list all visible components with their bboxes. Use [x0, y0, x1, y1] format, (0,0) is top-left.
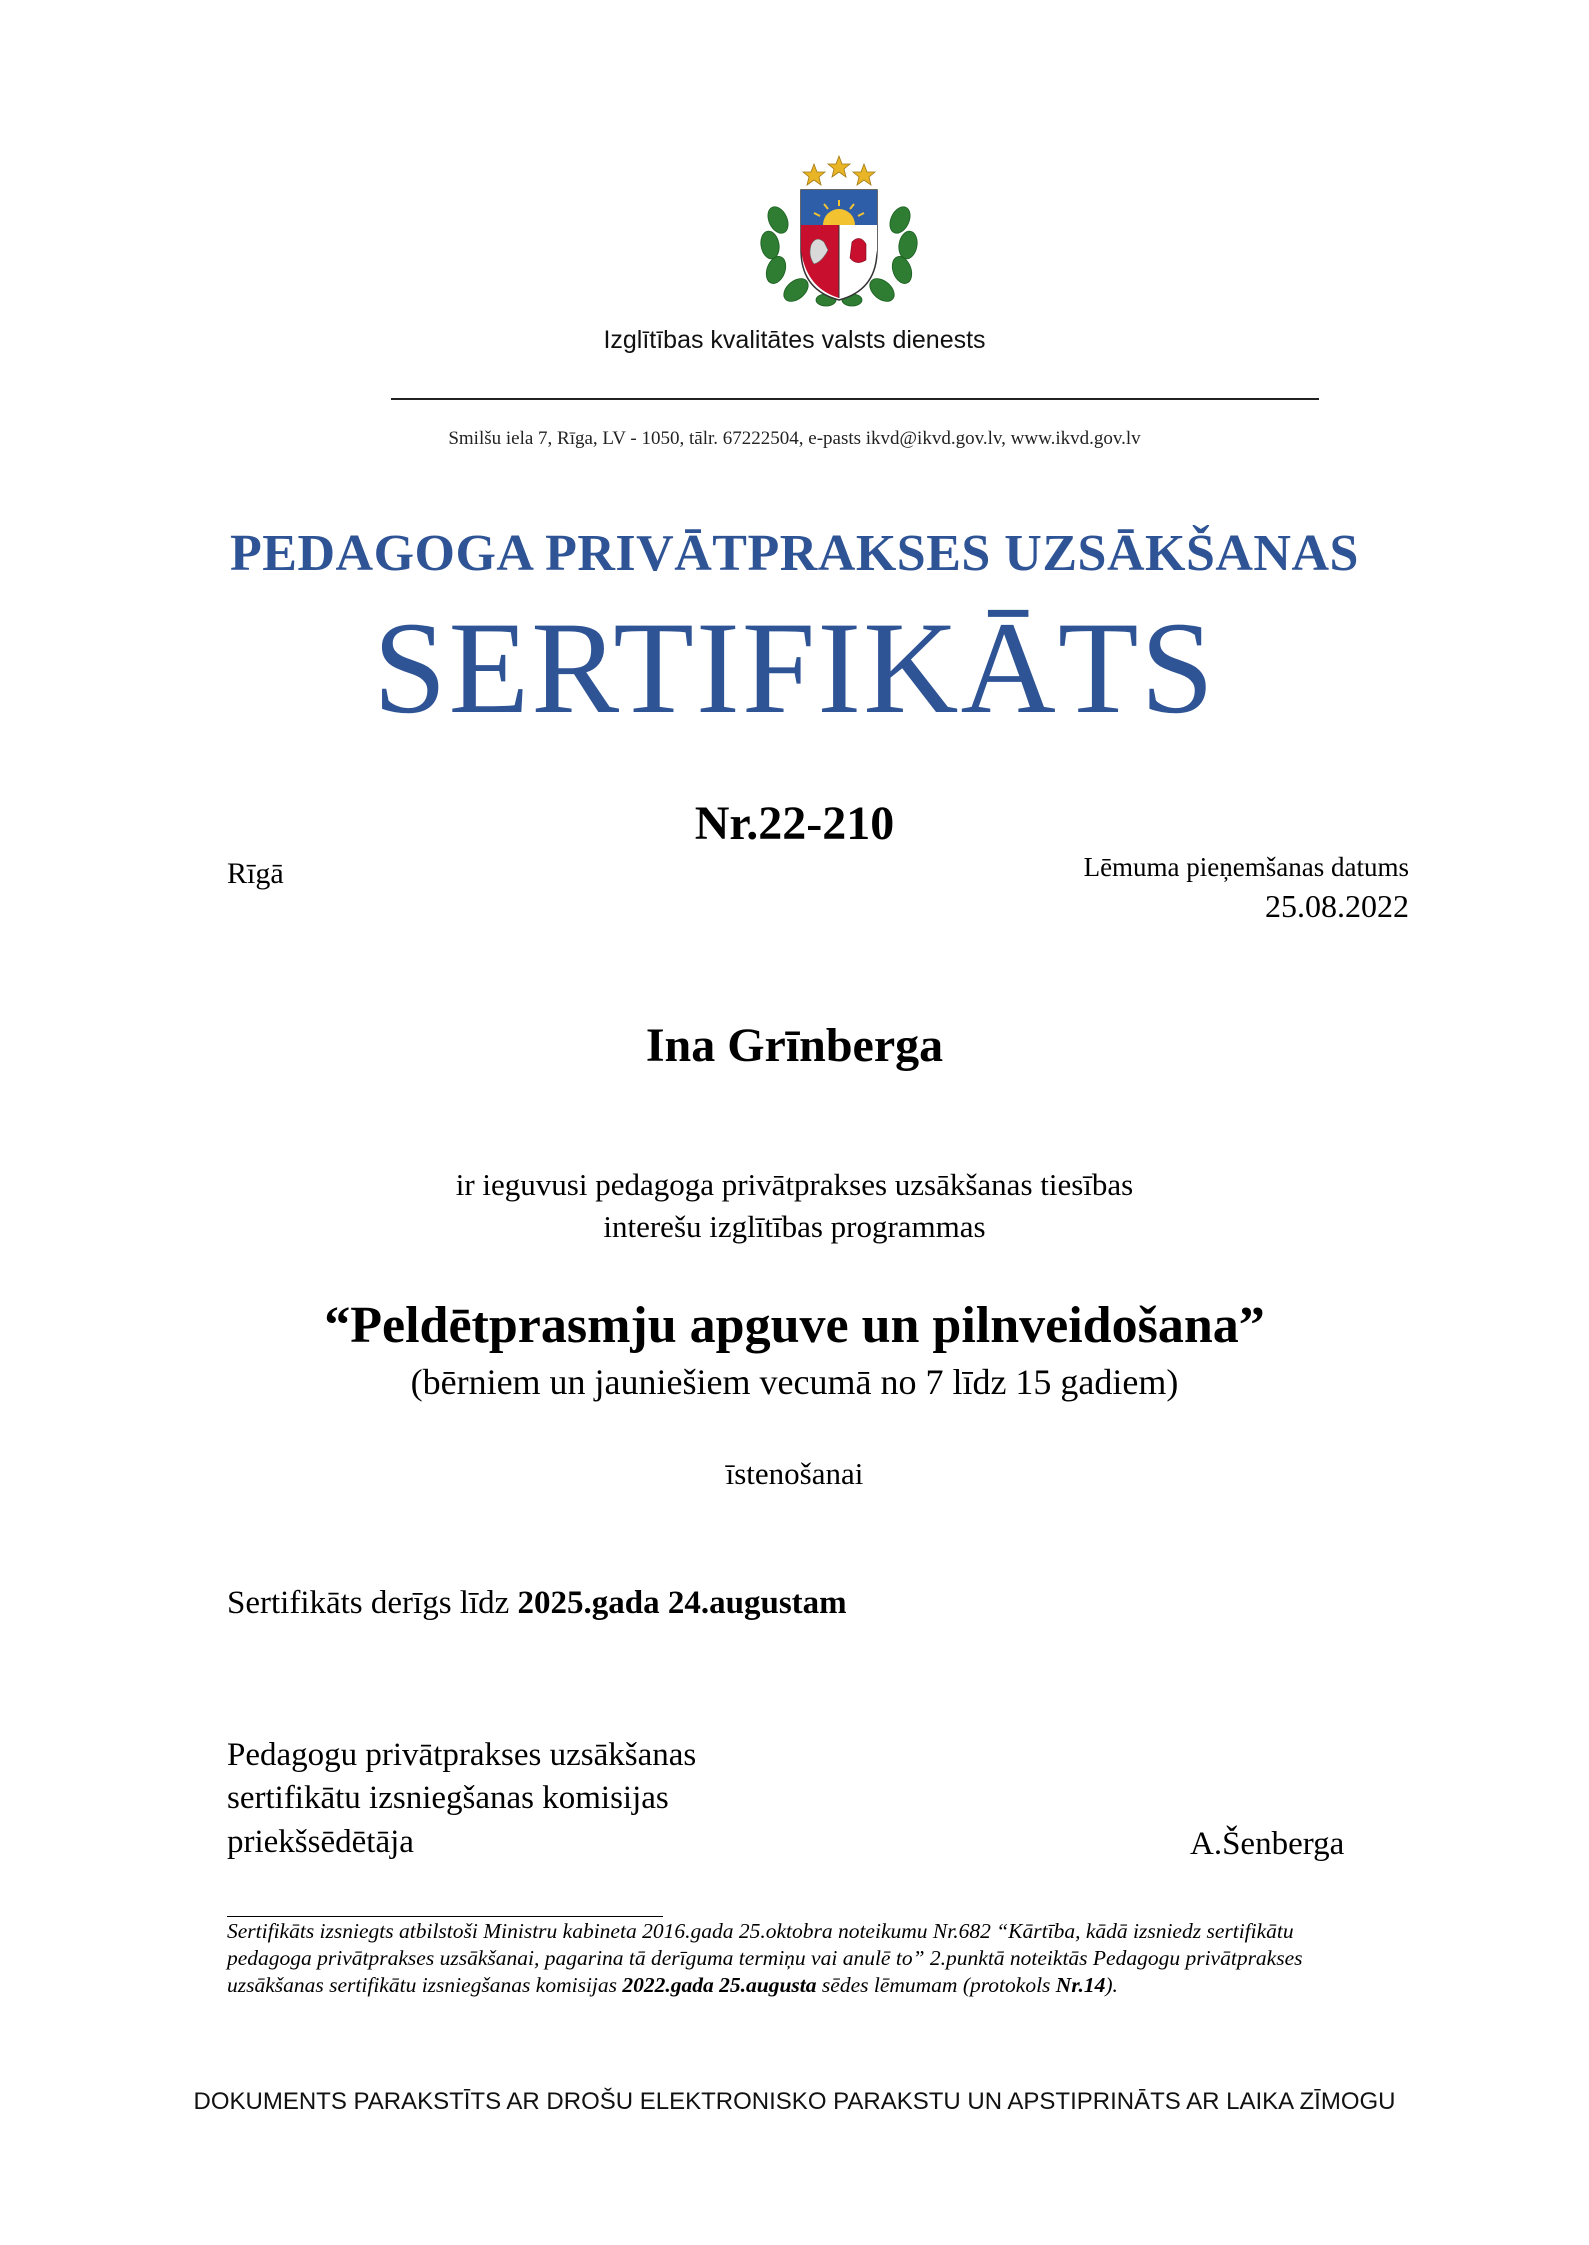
footnote-text: ).	[1105, 1973, 1118, 1997]
electronic-signature-notice: DOKUMENTS PARAKSTĪTS AR DROŠU ELEKTRONISKO PARAKSTU UN APSTIPRINĀTS AR LAIKA ZĪMOGU	[193, 2088, 1396, 2115]
signer-name: A.Šenberga	[1190, 1826, 1345, 1862]
certificate-subtitle: PEDAGOGA PRIVĀTPRAKSES UZSĀKŠANAS	[230, 525, 1359, 582]
organization-name: Izglītības kvalitātes valsts dienests	[603, 326, 986, 354]
program-audience: (bērniem un jauniešiem vecumā no 7 līdz 15 gadiem)	[410, 1362, 1179, 1402]
validity-date: 2025.gada 24.augustam	[517, 1585, 847, 1621]
certificate-number: Nr.22-210	[694, 797, 895, 850]
footnote-meeting-date: 2022.gada 25.augusta	[622, 1973, 817, 1997]
implementation-label: īstenošanai	[725, 1456, 864, 1491]
footnote-divider	[227, 1916, 663, 1917]
footnote-line-2: pedagoga privātprakses uzsākšanai, pagarina tā derīguma termiņu vai anulē to” 2.punktā noteiktās Pedagogu privātprakses	[227, 1946, 1303, 1970]
program-type: interešu izglītības programmas	[603, 1209, 986, 1244]
recipient-name: Ina Grīnberga	[645, 1019, 944, 1072]
committee-line-3: priekšsēdētāja	[227, 1824, 414, 1860]
organization-address: Smilšu iela 7, Rīga, LV - 1050, tālr. 67222504, e-pasts ikvd@ikvd.gov.lv, www.ikvd.gov.lv	[448, 428, 1141, 449]
decision-date: 25.08.2022	[1265, 888, 1409, 924]
latvia-coat-of-arms-icon	[756, 150, 922, 310]
program-name: “Peldētprasmju apguve un pilnveidošana”	[324, 1297, 1265, 1354]
header-divider	[391, 398, 1319, 400]
footnote-line-1: Sertifikāts izsniegts atbilstoši Ministru kabineta 2016.gada 25.oktobra noteikumu Nr.682 “Kārtība, kādā izsniedz sertifikātu	[227, 1919, 1294, 1943]
validity-prefix: Sertifikāts derīgs līdz	[227, 1585, 518, 1621]
rights-statement: ir ieguvusi pedagoga privātprakses uzsākšanas tiesības	[455, 1167, 1134, 1202]
decision-date-label: Lēmuma pieņemšanas datums	[1083, 852, 1409, 882]
certificate-title: SERTIFIKĀTS	[373, 594, 1216, 741]
footnote-protocol-number: Nr.14	[1055, 1973, 1106, 1997]
validity-statement	[227, 1585, 847, 1622]
committee-line-1: Pedagogu privātprakses uzsākšanas	[227, 1737, 697, 1773]
committee-line-2: sertifikātu izsniegšanas komisijas	[227, 1780, 669, 1816]
footnote-text: sēdes lēmumam (protokols	[816, 1973, 1056, 1997]
footnote-text: uzsākšanas sertifikātu izsniegšanas komisijas	[227, 1973, 623, 1997]
issue-city: Rīgā	[227, 857, 284, 890]
footnote-line-3	[227, 1973, 1118, 1998]
